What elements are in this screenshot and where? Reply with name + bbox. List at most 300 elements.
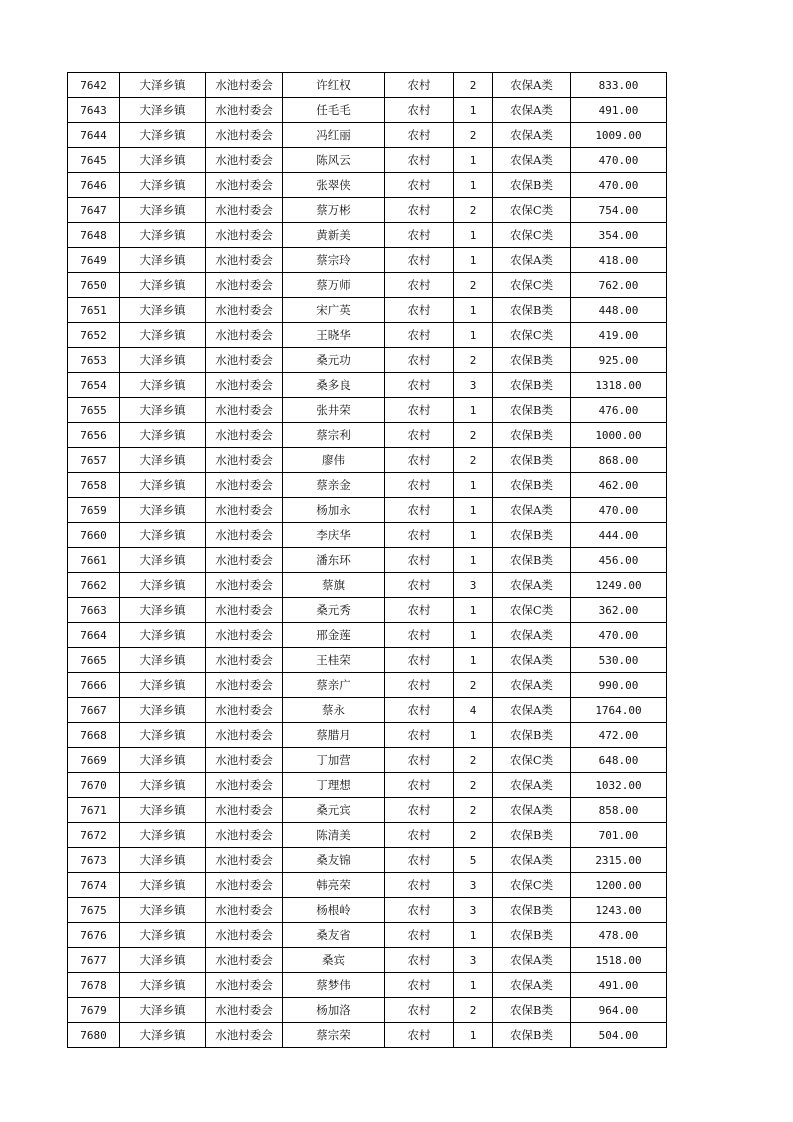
category-cell: 农保A类 — [493, 773, 571, 798]
table-row — [68, 498, 667, 523]
member-count-cell: 3 — [454, 873, 493, 898]
table-row — [68, 698, 667, 723]
amount-cell: 470.00 — [571, 623, 667, 648]
township-cell: 大泽乡镇 — [120, 1023, 206, 1048]
township-cell: 大泽乡镇 — [120, 448, 206, 473]
household-type-cell: 农村 — [385, 148, 454, 173]
serial-number-cell: 7663 — [68, 598, 120, 623]
name-cell: 蔡万师 — [283, 273, 385, 298]
township-cell: 大泽乡镇 — [120, 873, 206, 898]
member-count-cell: 2 — [454, 823, 493, 848]
household-type-cell: 农村 — [385, 248, 454, 273]
village-committee-cell: 水池村委会 — [206, 973, 283, 998]
township-cell: 大泽乡镇 — [120, 998, 206, 1023]
household-type-cell: 农村 — [385, 823, 454, 848]
village-committee-cell: 水池村委会 — [206, 448, 283, 473]
category-cell: 农保A类 — [493, 848, 571, 873]
village-committee-cell: 水池村委会 — [206, 398, 283, 423]
household-type-cell: 农村 — [385, 673, 454, 698]
serial-number-cell: 7654 — [68, 373, 120, 398]
household-type-cell: 农村 — [385, 373, 454, 398]
village-committee-cell: 水池村委会 — [206, 523, 283, 548]
township-cell: 大泽乡镇 — [120, 323, 206, 348]
category-cell: 农保B类 — [493, 1023, 571, 1048]
category-cell: 农保B类 — [493, 923, 571, 948]
serial-number-cell: 7672 — [68, 823, 120, 848]
name-cell: 王桂荣 — [283, 648, 385, 673]
township-cell: 大泽乡镇 — [120, 923, 206, 948]
township-cell: 大泽乡镇 — [120, 748, 206, 773]
name-cell: 张井荣 — [283, 398, 385, 423]
category-cell: 农保A类 — [493, 973, 571, 998]
amount-cell: 470.00 — [571, 173, 667, 198]
household-type-cell: 农村 — [385, 323, 454, 348]
household-type-cell: 农村 — [385, 548, 454, 573]
amount-cell: 456.00 — [571, 548, 667, 573]
name-cell: 桑宾 — [283, 948, 385, 973]
member-count-cell: 2 — [454, 448, 493, 473]
serial-number-cell: 7671 — [68, 798, 120, 823]
amount-cell: 925.00 — [571, 348, 667, 373]
household-type-cell: 农村 — [385, 623, 454, 648]
serial-number-cell: 7680 — [68, 1023, 120, 1048]
category-cell: 农保A类 — [493, 798, 571, 823]
amount-cell: 990.00 — [571, 673, 667, 698]
village-committee-cell: 水池村委会 — [206, 73, 283, 98]
table-row — [68, 873, 667, 898]
township-cell: 大泽乡镇 — [120, 648, 206, 673]
table-row — [68, 448, 667, 473]
table-row — [68, 773, 667, 798]
member-count-cell: 3 — [454, 948, 493, 973]
village-committee-cell: 水池村委会 — [206, 998, 283, 1023]
village-committee-cell: 水池村委会 — [206, 773, 283, 798]
amount-cell: 418.00 — [571, 248, 667, 273]
category-cell: 农保C类 — [493, 748, 571, 773]
township-cell: 大泽乡镇 — [120, 348, 206, 373]
serial-number-cell: 7643 — [68, 98, 120, 123]
serial-number-cell: 7678 — [68, 973, 120, 998]
table-row — [68, 998, 667, 1023]
roster-body — [68, 73, 667, 1048]
amount-cell: 504.00 — [571, 1023, 667, 1048]
amount-cell: 754.00 — [571, 198, 667, 223]
table-row — [68, 648, 667, 673]
member-count-cell: 1 — [454, 648, 493, 673]
table-row — [68, 573, 667, 598]
amount-cell: 1032.00 — [571, 773, 667, 798]
serial-number-cell: 7662 — [68, 573, 120, 598]
table-row — [68, 273, 667, 298]
amount-cell: 1518.00 — [571, 948, 667, 973]
township-cell: 大泽乡镇 — [120, 848, 206, 873]
amount-cell: 491.00 — [571, 973, 667, 998]
township-cell: 大泽乡镇 — [120, 148, 206, 173]
village-committee-cell: 水池村委会 — [206, 548, 283, 573]
village-committee-cell: 水池村委会 — [206, 823, 283, 848]
name-cell: 杨加永 — [283, 498, 385, 523]
household-type-cell: 农村 — [385, 498, 454, 523]
category-cell: 农保B类 — [493, 348, 571, 373]
name-cell: 丁理想 — [283, 773, 385, 798]
name-cell: 黄新美 — [283, 223, 385, 248]
member-count-cell: 1 — [454, 248, 493, 273]
village-committee-cell: 水池村委会 — [206, 898, 283, 923]
household-type-cell: 农村 — [385, 198, 454, 223]
household-type-cell: 农村 — [385, 298, 454, 323]
township-cell: 大泽乡镇 — [120, 623, 206, 648]
household-type-cell: 农村 — [385, 348, 454, 373]
table-row — [68, 523, 667, 548]
township-cell: 大泽乡镇 — [120, 773, 206, 798]
village-committee-cell: 水池村委会 — [206, 748, 283, 773]
table-row — [68, 73, 667, 98]
table-row — [68, 248, 667, 273]
serial-number-cell: 7675 — [68, 898, 120, 923]
member-count-cell: 2 — [454, 998, 493, 1023]
township-cell: 大泽乡镇 — [120, 898, 206, 923]
table-row — [68, 798, 667, 823]
name-cell: 任毛毛 — [283, 98, 385, 123]
table-row — [68, 973, 667, 998]
township-cell: 大泽乡镇 — [120, 573, 206, 598]
village-committee-cell: 水池村委会 — [206, 298, 283, 323]
category-cell: 农保A类 — [493, 648, 571, 673]
household-type-cell: 农村 — [385, 873, 454, 898]
table-row — [68, 548, 667, 573]
table-row — [68, 323, 667, 348]
household-type-cell: 农村 — [385, 723, 454, 748]
serial-number-cell: 7667 — [68, 698, 120, 723]
village-committee-cell: 水池村委会 — [206, 848, 283, 873]
amount-cell: 1318.00 — [571, 373, 667, 398]
table-row — [68, 298, 667, 323]
serial-number-cell: 7664 — [68, 623, 120, 648]
village-committee-cell: 水池村委会 — [206, 323, 283, 348]
member-count-cell: 1 — [454, 1023, 493, 1048]
name-cell: 桑元秀 — [283, 598, 385, 623]
table-row — [68, 848, 667, 873]
name-cell: 桑友省 — [283, 923, 385, 948]
table-row — [68, 223, 667, 248]
township-cell: 大泽乡镇 — [120, 498, 206, 523]
table-row — [68, 348, 667, 373]
household-type-cell: 农村 — [385, 423, 454, 448]
village-committee-cell: 水池村委会 — [206, 648, 283, 673]
member-count-cell: 2 — [454, 423, 493, 448]
township-cell: 大泽乡镇 — [120, 948, 206, 973]
amount-cell: 701.00 — [571, 823, 667, 848]
amount-cell: 444.00 — [571, 523, 667, 548]
category-cell: 农保B类 — [493, 298, 571, 323]
name-cell: 陈风云 — [283, 148, 385, 173]
township-cell: 大泽乡镇 — [120, 373, 206, 398]
amount-cell: 470.00 — [571, 498, 667, 523]
table-row — [68, 923, 667, 948]
serial-number-cell: 7647 — [68, 198, 120, 223]
table-row — [68, 623, 667, 648]
household-type-cell: 农村 — [385, 73, 454, 98]
township-cell: 大泽乡镇 — [120, 98, 206, 123]
member-count-cell: 2 — [454, 198, 493, 223]
village-committee-cell: 水池村委会 — [206, 873, 283, 898]
category-cell: 农保B类 — [493, 823, 571, 848]
household-type-cell: 农村 — [385, 523, 454, 548]
member-count-cell: 1 — [454, 148, 493, 173]
category-cell: 农保C类 — [493, 323, 571, 348]
category-cell: 农保A类 — [493, 573, 571, 598]
household-type-cell: 农村 — [385, 773, 454, 798]
member-count-cell: 2 — [454, 348, 493, 373]
name-cell: 张翠侠 — [283, 173, 385, 198]
amount-cell: 858.00 — [571, 798, 667, 823]
serial-number-cell: 7676 — [68, 923, 120, 948]
township-cell: 大泽乡镇 — [120, 723, 206, 748]
category-cell: 农保B类 — [493, 373, 571, 398]
village-committee-cell: 水池村委会 — [206, 923, 283, 948]
amount-cell: 1764.00 — [571, 698, 667, 723]
village-committee-cell: 水池村委会 — [206, 948, 283, 973]
category-cell: 农保A类 — [493, 248, 571, 273]
category-cell: 农保B类 — [493, 548, 571, 573]
name-cell: 丁加营 — [283, 748, 385, 773]
category-cell: 农保A类 — [493, 948, 571, 973]
serial-number-cell: 7666 — [68, 673, 120, 698]
member-count-cell: 1 — [454, 623, 493, 648]
serial-number-cell: 7657 — [68, 448, 120, 473]
township-cell: 大泽乡镇 — [120, 973, 206, 998]
category-cell: 农保B类 — [493, 473, 571, 498]
household-type-cell: 农村 — [385, 848, 454, 873]
amount-cell: 833.00 — [571, 73, 667, 98]
category-cell: 农保A类 — [493, 698, 571, 723]
amount-cell: 964.00 — [571, 998, 667, 1023]
household-type-cell: 农村 — [385, 98, 454, 123]
name-cell: 蔡亲金 — [283, 473, 385, 498]
amount-cell: 491.00 — [571, 98, 667, 123]
household-type-cell: 农村 — [385, 948, 454, 973]
table-row — [68, 823, 667, 848]
member-count-cell: 4 — [454, 698, 493, 723]
township-cell: 大泽乡镇 — [120, 798, 206, 823]
category-cell: 农保C类 — [493, 598, 571, 623]
serial-number-cell: 7665 — [68, 648, 120, 673]
category-cell: 农保B类 — [493, 523, 571, 548]
table-row — [68, 473, 667, 498]
name-cell: 蔡永 — [283, 698, 385, 723]
name-cell: 宋广英 — [283, 298, 385, 323]
member-count-cell: 5 — [454, 848, 493, 873]
name-cell: 李庆华 — [283, 523, 385, 548]
village-committee-cell: 水池村委会 — [206, 123, 283, 148]
village-committee-cell: 水池村委会 — [206, 273, 283, 298]
table-row — [68, 748, 667, 773]
name-cell: 桑元功 — [283, 348, 385, 373]
household-type-cell: 农村 — [385, 573, 454, 598]
serial-number-cell: 7648 — [68, 223, 120, 248]
amount-cell: 868.00 — [571, 448, 667, 473]
household-type-cell: 农村 — [385, 798, 454, 823]
table-row — [68, 123, 667, 148]
amount-cell: 1200.00 — [571, 873, 667, 898]
category-cell: 农保B类 — [493, 998, 571, 1023]
category-cell: 农保B类 — [493, 173, 571, 198]
serial-number-cell: 7650 — [68, 273, 120, 298]
household-type-cell: 农村 — [385, 748, 454, 773]
member-count-cell: 2 — [454, 123, 493, 148]
name-cell: 蔡梦伟 — [283, 973, 385, 998]
member-count-cell: 1 — [454, 973, 493, 998]
category-cell: 农保B类 — [493, 423, 571, 448]
household-type-cell: 农村 — [385, 473, 454, 498]
member-count-cell: 1 — [454, 98, 493, 123]
name-cell: 蔡宗荣 — [283, 1023, 385, 1048]
household-type-cell: 农村 — [385, 648, 454, 673]
member-count-cell: 1 — [454, 548, 493, 573]
member-count-cell: 2 — [454, 798, 493, 823]
member-count-cell: 3 — [454, 573, 493, 598]
category-cell: 农保C类 — [493, 223, 571, 248]
category-cell: 农保A类 — [493, 73, 571, 98]
name-cell: 杨加洛 — [283, 998, 385, 1023]
member-count-cell: 1 — [454, 173, 493, 198]
category-cell: 农保A类 — [493, 623, 571, 648]
name-cell: 韩亮荣 — [283, 873, 385, 898]
category-cell: 农保B类 — [493, 398, 571, 423]
household-type-cell: 农村 — [385, 173, 454, 198]
category-cell: 农保C类 — [493, 873, 571, 898]
member-count-cell: 1 — [454, 498, 493, 523]
township-cell: 大泽乡镇 — [120, 473, 206, 498]
township-cell: 大泽乡镇 — [120, 398, 206, 423]
village-committee-cell: 水池村委会 — [206, 248, 283, 273]
amount-cell: 419.00 — [571, 323, 667, 348]
name-cell: 杨根岭 — [283, 898, 385, 923]
serial-number-cell: 7677 — [68, 948, 120, 973]
table-row — [68, 673, 667, 698]
serial-number-cell: 7655 — [68, 398, 120, 423]
serial-number-cell: 7673 — [68, 848, 120, 873]
serial-number-cell: 7656 — [68, 423, 120, 448]
household-type-cell: 农村 — [385, 698, 454, 723]
amount-cell: 1009.00 — [571, 123, 667, 148]
village-committee-cell: 水池村委会 — [206, 373, 283, 398]
village-committee-cell: 水池村委会 — [206, 698, 283, 723]
village-committee-cell: 水池村委会 — [206, 1023, 283, 1048]
household-type-cell: 农村 — [385, 998, 454, 1023]
serial-number-cell: 7668 — [68, 723, 120, 748]
category-cell: 农保C类 — [493, 273, 571, 298]
name-cell: 蔡宗利 — [283, 423, 385, 448]
name-cell: 蔡宗玲 — [283, 248, 385, 273]
serial-number-cell: 7660 — [68, 523, 120, 548]
village-committee-cell: 水池村委会 — [206, 723, 283, 748]
village-committee-cell: 水池村委会 — [206, 623, 283, 648]
member-count-cell: 1 — [454, 723, 493, 748]
village-committee-cell: 水池村委会 — [206, 173, 283, 198]
category-cell: 农保B类 — [493, 898, 571, 923]
name-cell: 蔡腊月 — [283, 723, 385, 748]
serial-number-cell: 7646 — [68, 173, 120, 198]
amount-cell: 354.00 — [571, 223, 667, 248]
name-cell: 桑元宾 — [283, 798, 385, 823]
name-cell: 蔡万彬 — [283, 198, 385, 223]
table-row — [68, 723, 667, 748]
township-cell: 大泽乡镇 — [120, 423, 206, 448]
name-cell: 蔡亲广 — [283, 673, 385, 698]
household-type-cell: 农村 — [385, 923, 454, 948]
table-row — [68, 598, 667, 623]
household-type-cell: 农村 — [385, 123, 454, 148]
category-cell: 农保B类 — [493, 723, 571, 748]
amount-cell: 448.00 — [571, 298, 667, 323]
household-type-cell: 农村 — [385, 598, 454, 623]
name-cell: 廖伟 — [283, 448, 385, 473]
village-committee-cell: 水池村委会 — [206, 673, 283, 698]
household-type-cell: 农村 — [385, 448, 454, 473]
category-cell: 农保B类 — [493, 448, 571, 473]
name-cell: 冯红丽 — [283, 123, 385, 148]
table-row — [68, 98, 667, 123]
member-count-cell: 1 — [454, 473, 493, 498]
serial-number-cell: 7649 — [68, 248, 120, 273]
household-type-cell: 农村 — [385, 898, 454, 923]
category-cell: 农保A类 — [493, 498, 571, 523]
category-cell: 农保A类 — [493, 98, 571, 123]
amount-cell: 462.00 — [571, 473, 667, 498]
category-cell: 农保A类 — [493, 673, 571, 698]
amount-cell: 762.00 — [571, 273, 667, 298]
village-committee-cell: 水池村委会 — [206, 98, 283, 123]
township-cell: 大泽乡镇 — [120, 298, 206, 323]
member-count-cell: 1 — [454, 398, 493, 423]
table-row — [68, 173, 667, 198]
township-cell: 大泽乡镇 — [120, 73, 206, 98]
township-cell: 大泽乡镇 — [120, 548, 206, 573]
name-cell: 潘东环 — [283, 548, 385, 573]
member-count-cell: 3 — [454, 898, 493, 923]
serial-number-cell: 7644 — [68, 123, 120, 148]
category-cell: 农保C类 — [493, 198, 571, 223]
member-count-cell: 2 — [454, 748, 493, 773]
serial-number-cell: 7669 — [68, 748, 120, 773]
name-cell: 王晓华 — [283, 323, 385, 348]
village-committee-cell: 水池村委会 — [206, 598, 283, 623]
township-cell: 大泽乡镇 — [120, 173, 206, 198]
township-cell: 大泽乡镇 — [120, 673, 206, 698]
amount-cell: 2315.00 — [571, 848, 667, 873]
township-cell: 大泽乡镇 — [120, 123, 206, 148]
serial-number-cell: 7651 — [68, 298, 120, 323]
member-count-cell: 2 — [454, 673, 493, 698]
table-row — [68, 198, 667, 223]
household-type-cell: 农村 — [385, 398, 454, 423]
table-row — [68, 373, 667, 398]
household-type-cell: 农村 — [385, 1023, 454, 1048]
member-count-cell: 2 — [454, 773, 493, 798]
amount-cell: 530.00 — [571, 648, 667, 673]
member-count-cell: 1 — [454, 523, 493, 548]
name-cell: 桑友锦 — [283, 848, 385, 873]
village-committee-cell: 水池村委会 — [206, 498, 283, 523]
table-row — [68, 148, 667, 173]
village-committee-cell: 水池村委会 — [206, 423, 283, 448]
serial-number-cell: 7674 — [68, 873, 120, 898]
serial-number-cell: 7642 — [68, 73, 120, 98]
serial-number-cell: 7670 — [68, 773, 120, 798]
amount-cell: 476.00 — [571, 398, 667, 423]
amount-cell: 648.00 — [571, 748, 667, 773]
